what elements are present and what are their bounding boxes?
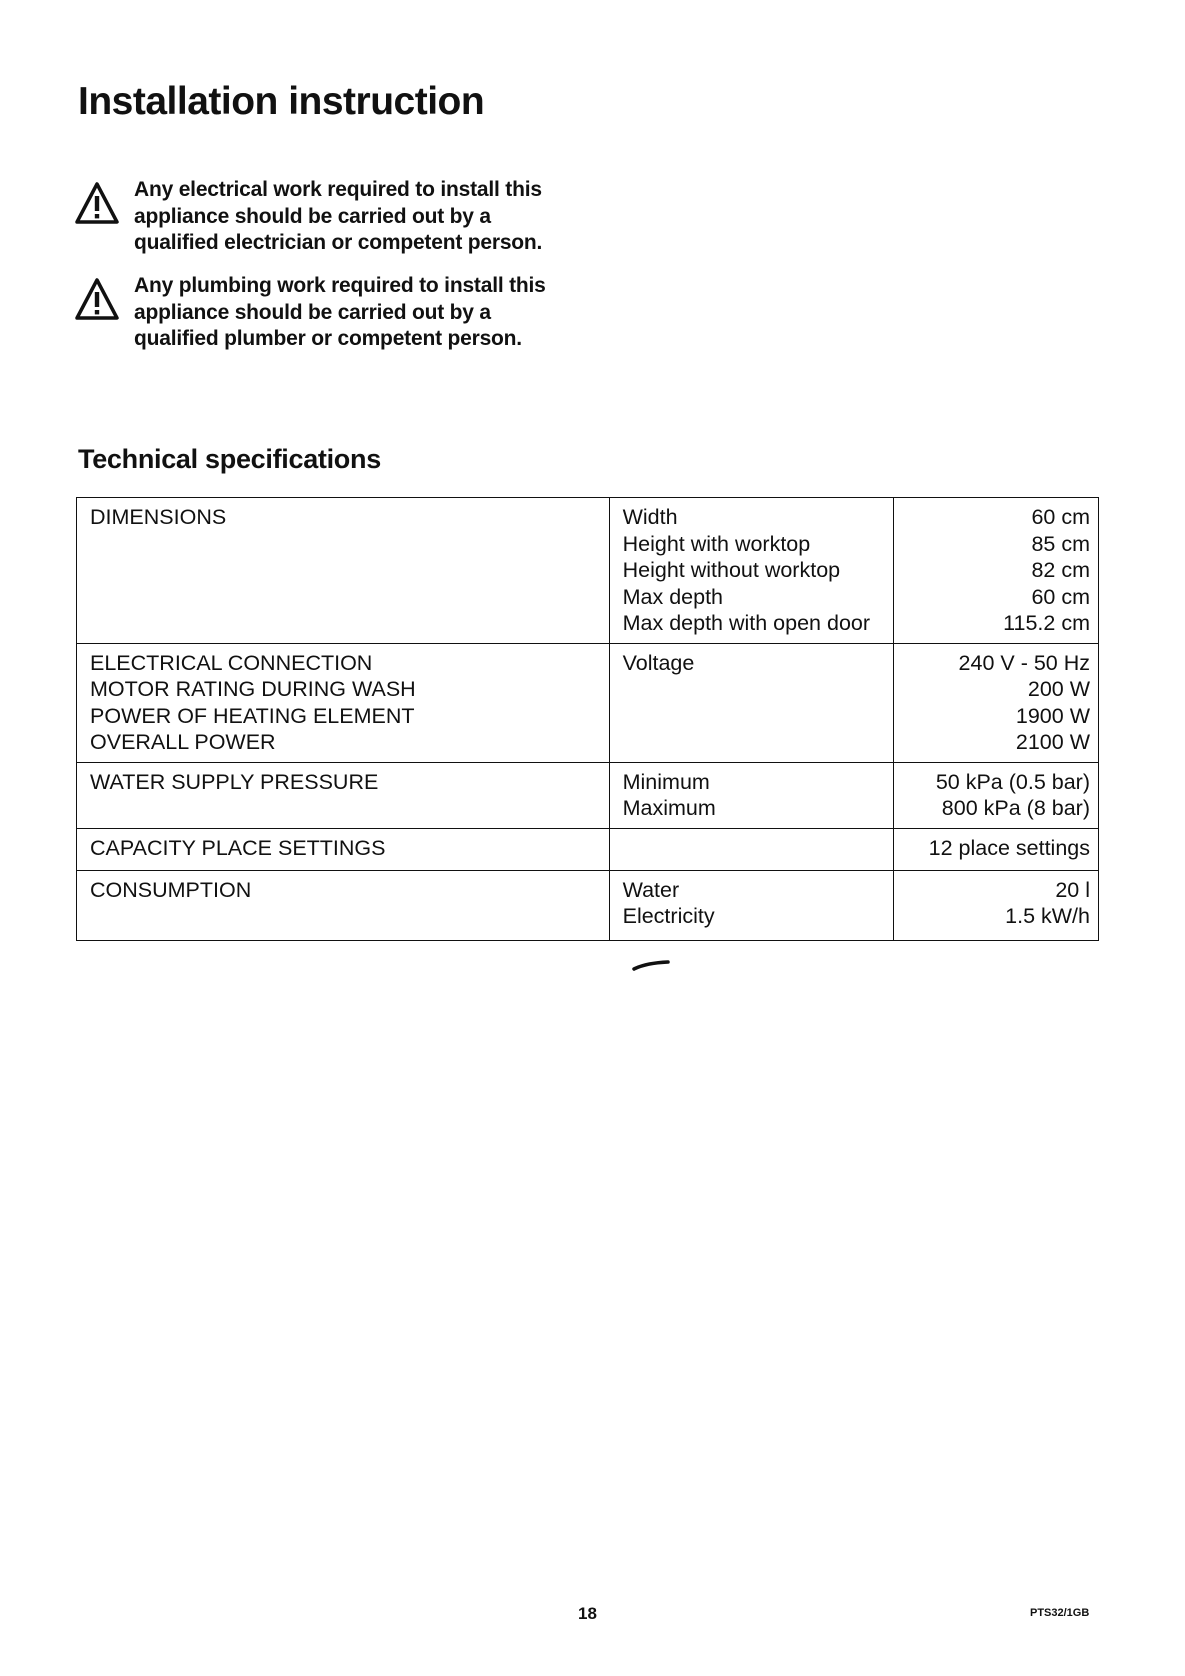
spec-value: 50 kPa (0.5 bar) xyxy=(935,769,1090,794)
plumbing-warning xyxy=(74,273,594,363)
scan-mark xyxy=(632,959,672,971)
document-code: PTS32/1GB xyxy=(1030,1607,1090,1619)
warning-triangle-icon xyxy=(74,181,120,225)
spec-category: CONSUMPTION xyxy=(90,877,252,902)
spec-value-cell xyxy=(894,870,1099,940)
spec-item: Height without worktop xyxy=(622,558,841,582)
spec-category-cell xyxy=(77,828,610,870)
spec-category-cell xyxy=(77,870,610,940)
warning-line: qualified plumber or competent person. xyxy=(134,327,522,350)
spec-row xyxy=(77,498,1099,644)
spec-item: Electricity xyxy=(622,904,715,928)
spec-value: 60 cm xyxy=(1031,584,1090,609)
spec-value: 800 kPa (8 bar) xyxy=(941,796,1090,820)
spec-value: 12 place settings xyxy=(928,835,1090,860)
spec-item: Minimum xyxy=(622,769,710,794)
spec-row xyxy=(77,828,1099,870)
spec-item: Height with worktop xyxy=(622,531,811,556)
electrical-warning-text xyxy=(134,177,604,257)
spec-category: OVERALL POWER xyxy=(90,730,276,754)
page-title: Installation instruction xyxy=(78,80,485,123)
spec-row xyxy=(77,870,1099,940)
spec-value: 115.2 cm xyxy=(1003,611,1090,635)
spec-value: 1900 W xyxy=(1015,703,1090,728)
spec-category: MOTOR RATING DURING WASH xyxy=(90,677,416,701)
spec-row xyxy=(77,762,1099,828)
spec-item-cell xyxy=(609,870,894,940)
spec-value: 82 cm xyxy=(1031,558,1090,582)
spec-table xyxy=(76,497,1099,941)
spec-value: 20 l xyxy=(1055,877,1090,902)
warning-line: Any plumbing work required to install this xyxy=(134,274,546,297)
spec-category: CAPACITY PLACE SETTINGS xyxy=(90,835,386,860)
warning-line: appliance should be carried out by a xyxy=(134,204,491,228)
spec-item-cell xyxy=(609,762,894,828)
spec-value: 85 cm xyxy=(1031,531,1090,556)
page-number: 18 xyxy=(578,1604,597,1623)
spec-item: Water xyxy=(622,877,680,902)
warning-line: Any electrical work required to install this xyxy=(134,178,542,201)
spec-category: POWER OF HEATING ELEMENT xyxy=(90,703,415,728)
spec-category: DIMENSIONS xyxy=(90,505,227,529)
spec-category-cell xyxy=(77,762,610,828)
spec-value-cell xyxy=(894,828,1099,870)
spec-item: Max depth with open door xyxy=(622,611,871,635)
spec-value-cell xyxy=(894,498,1099,644)
spec-item-cell xyxy=(609,643,894,762)
spec-value: 240 V - 50 Hz xyxy=(958,650,1090,675)
section-title: Technical specifications xyxy=(78,444,381,474)
spec-value-cell xyxy=(894,643,1099,762)
warning-line: qualified electrician or competent person. xyxy=(134,231,543,254)
spec-category: ELECTRICAL CONNECTION xyxy=(90,650,373,675)
spec-value: 60 cm xyxy=(1031,505,1090,529)
spec-item: Width xyxy=(622,505,678,529)
spec-category-cell xyxy=(77,498,610,644)
spec-value: 1.5 kW/h xyxy=(1005,904,1090,928)
plumbing-warning-text xyxy=(134,273,604,353)
warning-triangle-icon xyxy=(74,277,120,321)
spec-value-cell xyxy=(894,762,1099,828)
spec-category: WATER SUPPLY PRESSURE xyxy=(90,769,379,794)
spec-item: Maximum xyxy=(622,796,716,820)
spec-value: 200 W xyxy=(1027,677,1090,701)
spec-value: 2100 W xyxy=(1015,730,1090,754)
spec-row xyxy=(77,643,1099,762)
electrical-warning xyxy=(74,177,594,267)
spec-item: Voltage xyxy=(622,650,695,675)
spec-item-cell xyxy=(609,498,894,644)
spec-item-cell xyxy=(609,828,894,870)
spec-category-cell xyxy=(77,643,610,762)
spec-item: Max depth xyxy=(622,584,724,609)
warning-line: appliance should be carried out by a xyxy=(134,300,491,324)
